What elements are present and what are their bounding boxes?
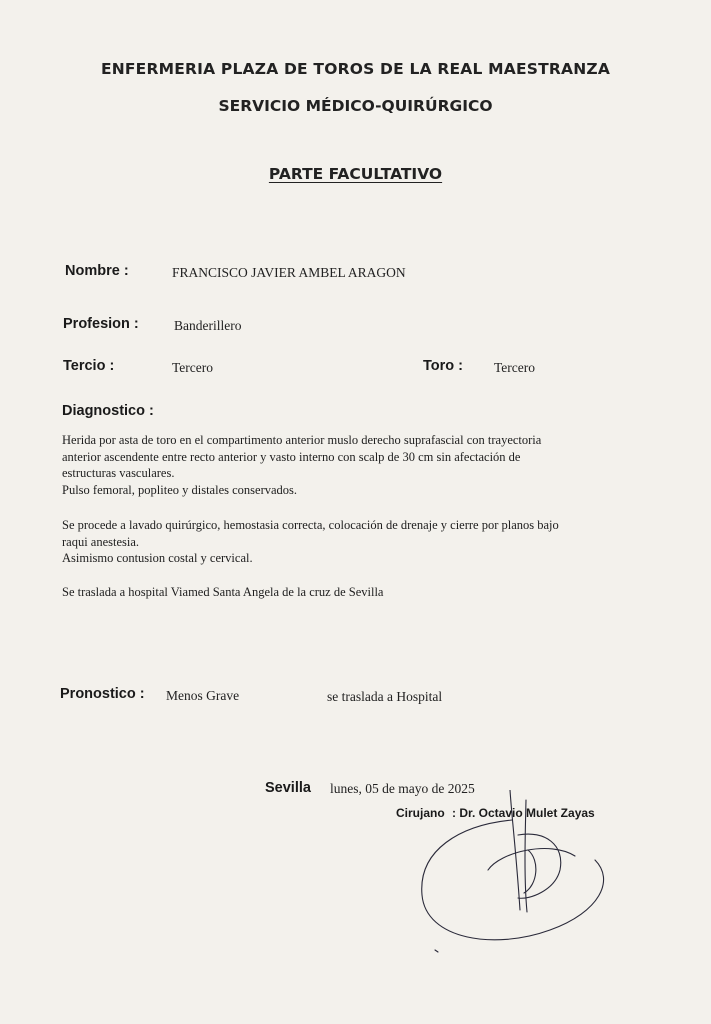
diagnostico-paragraph-1 [62, 432, 622, 498]
document-title: PARTE FACULTATIVO [268, 165, 443, 183]
diagnostico-line: Se procede a lavado quirúrgico, hemostasia correcta, colocación de drenaje y cierre por planos bajo [62, 518, 559, 532]
diagnostico-line: Herida por asta de toro en el compartimento anterior muslo derecho suprafascial con trayectoria [62, 433, 542, 447]
diagnostico-label: Diagnostico : [62, 403, 154, 419]
service-title: SERVICIO MÉDICO-QUIRÚRGICO [218, 97, 493, 115]
diagnostico-line: Pulso femoral, popliteo y distales conservados. [62, 482, 298, 497]
pronostico-value: Menos Grave [166, 688, 240, 703]
diagnostico-line: Se traslada a hospital Viamed Santa Angela de la cruz de Sevilla [62, 585, 384, 599]
diagnostico-line: raqui anestesia. [62, 534, 140, 549]
nombre-value: FRANCISCO JAVIER AMBEL ARAGON [172, 265, 406, 280]
toro-value: Tercero [494, 360, 536, 375]
report-date: lunes, 05 de mayo de 2025 [330, 781, 475, 796]
diagnostico-line: anterior ascendente entre recto anterior y vasto interno con scalp de 30 cm sin afectación de [62, 449, 521, 464]
surgeon-label: Cirujano [396, 806, 445, 820]
pronostico-label: Pronostico : [60, 686, 145, 702]
diagnostico-paragraph-2 [62, 517, 622, 567]
surgeon-name: : Dr. Octavio Mulet Zayas [452, 806, 595, 820]
city-label: Sevilla [265, 780, 311, 796]
handwritten-signature [400, 790, 630, 980]
profesion-value: Banderillero [174, 318, 242, 333]
tercio-label: Tercio : [63, 358, 115, 374]
diagnostico-line: Asimismo contusion costal y cervical. [62, 551, 253, 565]
diagnostico-paragraph-3 [62, 584, 622, 601]
institution-title: ENFERMERIA PLAZA DE TOROS DE LA REAL MAESTRANZA [100, 60, 611, 78]
toro-label: Toro : [423, 358, 463, 374]
pronostico-note: se traslada a Hospital [327, 689, 443, 704]
diagnostico-line: estructuras vasculares. [62, 466, 175, 480]
tercio-value: Tercero [172, 360, 214, 375]
profesion-label: Profesion : [63, 316, 139, 332]
nombre-label: Nombre : [65, 263, 129, 279]
